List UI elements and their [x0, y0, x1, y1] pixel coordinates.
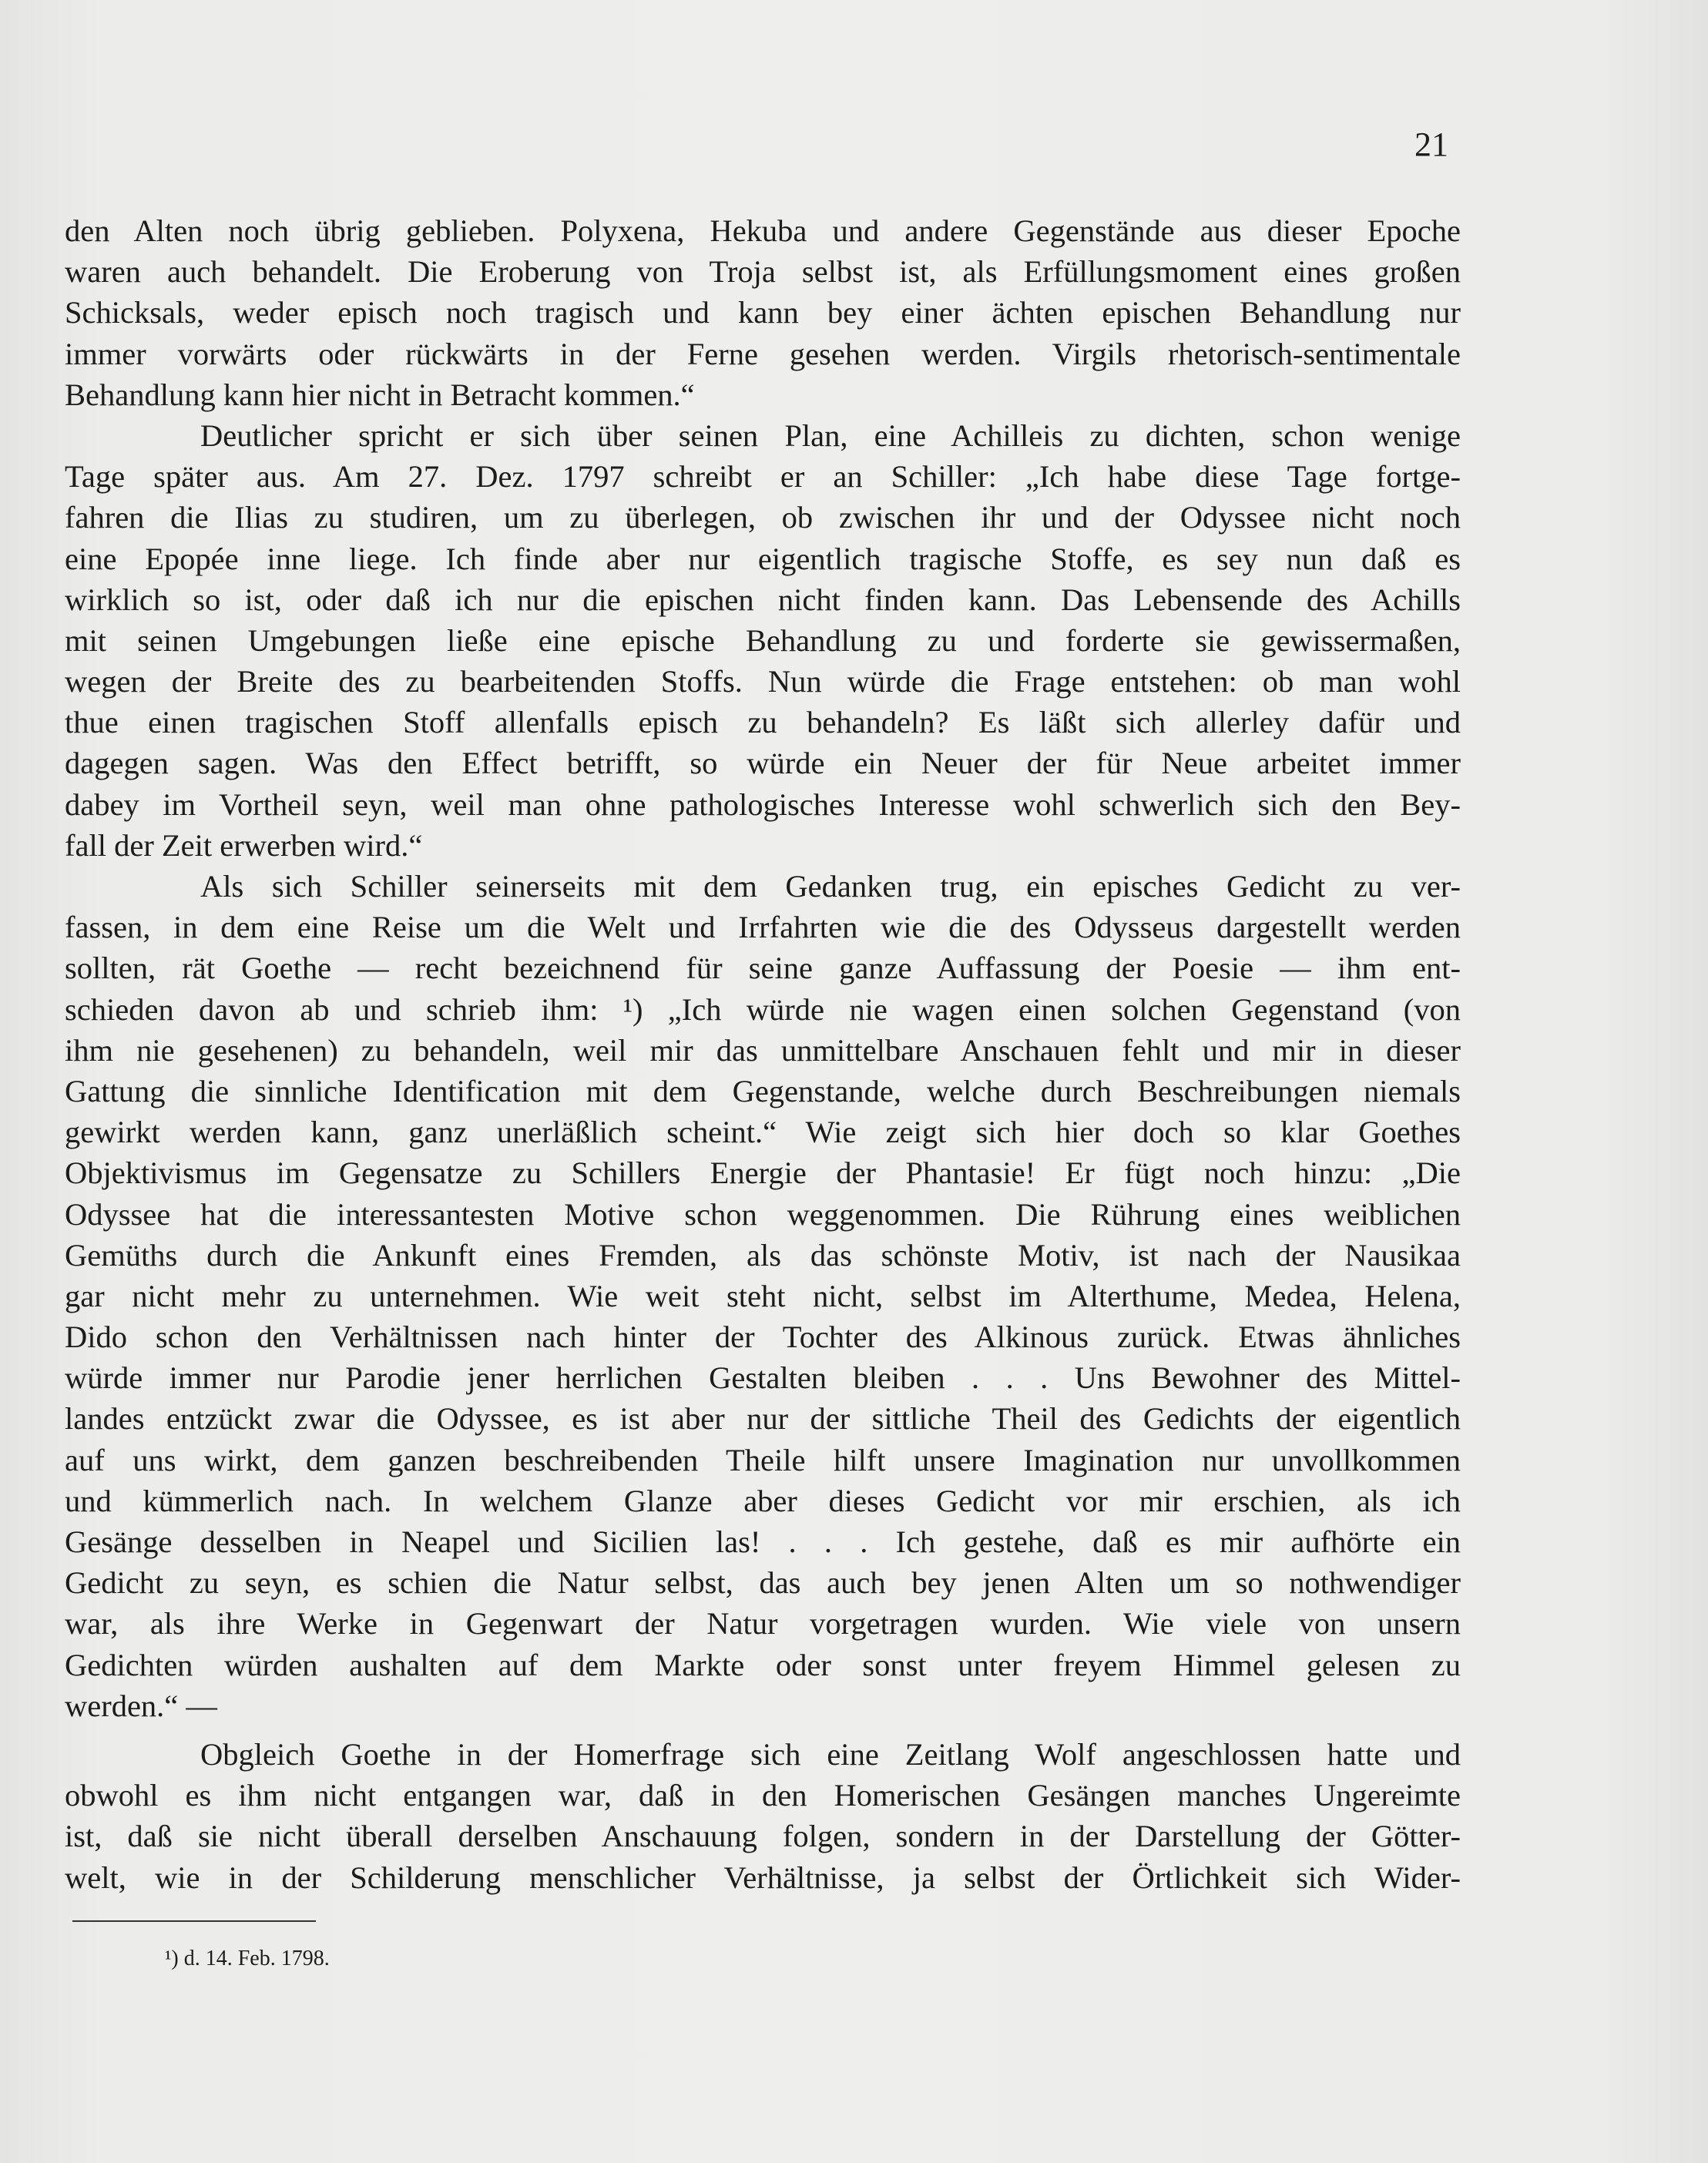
text-line: mit seinen Umgebungen ließe eine epische Behandlung zu und forderte sie gewissermaßen,	[65, 622, 1461, 658]
text-line: dabey im Vortheil seyn, weil man ohne pathologisches Interesse wohl schwerlich sich den Bey-	[65, 786, 1461, 822]
footnote-rule	[72, 1920, 316, 1922]
text-line: Gedicht zu seyn, es schien die Natur selbst, das auch bey jenen Alten um so nothwendiger	[65, 1565, 1461, 1601]
text-line: und kümmerlich nach. In welchem Glanze aber dieses Gedicht vor mir erschien, als ich	[65, 1483, 1461, 1518]
text-line: Gesänge desselben in Neapel und Sicilien las! . . . Ich gestehe, daß es mir aufhörte ein	[65, 1524, 1461, 1559]
paragraph	[65, 210, 1461, 415]
text-line: gewirkt werden kann, ganz unerläßlich scheint.“ Wie zeigt sich hier doch so klar Goethes	[65, 1115, 1461, 1150]
text-line: Behandlung kann hier nicht in Betracht kommen.“	[65, 377, 695, 412]
text-line: den Alten noch übrig geblieben. Polyxena, Hekuba und andere Gegenstände aus dieser Epoche	[65, 213, 1461, 248]
text-line: fahren die Ilias zu studiren, um zu überlegen, ob zwischen ihr und der Odyssee nicht noch	[65, 500, 1461, 535]
text-line: auf uns wirkt, dem ganzen beschreibenden Theile hilft unsere Imagination nur unvollkommen	[65, 1442, 1461, 1477]
text-line: werden.“ —	[65, 1688, 217, 1723]
text-line: schieden davon ab und schrieb ihm: ¹) „Ich würde nie wagen einen solchen Gegenstand (von	[65, 991, 1461, 1027]
text-line: gar nicht mehr zu unternehmen. Wie weit steht nicht, selbst im Alterthume, Medea, Helena,	[65, 1278, 1461, 1313]
text-line: Gattung die sinnliche Identification mit dem Gegenstande, welche durch Beschreibungen niemals	[65, 1073, 1461, 1108]
text-line: sollten, rät Goethe — recht bezeichnend für seine ganze Auffassung der Poesie — ihm ent-	[65, 951, 1461, 986]
text-line: Odyssee hat die interessantesten Motive schon weggenommen. Die Rührung eines weiblichen	[65, 1196, 1461, 1232]
text-line: Deutlicher spricht er sich über seinen Plan, eine Achilleis zu dichten, schon wenige	[200, 418, 1461, 453]
text-line: war, als ihre Werke in Gegenwart der Natur vorgetragen wurden. Wie viele von unsern	[65, 1606, 1461, 1642]
text-line: thue einen tragischen Stoff allenfalls episch zu behandeln? Es läßt sich allerley dafür und	[65, 705, 1461, 740]
body-text	[65, 210, 1461, 1898]
text-line: dagegen sagen. Was den Effect betrifft, so würde ein Neuer der für Neue arbeitet immer	[65, 746, 1461, 781]
text-line: fassen, in dem eine Reise um die Welt und Irrfahrten wie die des Odysseus dargestellt werden	[65, 910, 1461, 945]
text-line: obwohl es ihm nicht entgangen war, daß in den Homerischen Gesängen manches Ungereimte	[65, 1778, 1461, 1813]
page-number: 21	[1414, 126, 1448, 163]
text-line: wirklich so ist, oder daß ich nur die epischen nicht finden kann. Das Lebensende des Achills	[65, 582, 1461, 617]
text-line: Gemüths durch die Ankunft eines Fremden, als das schönste Motiv, ist nach der Nausikaa	[65, 1237, 1461, 1273]
text-line: Als sich Schiller seinerseits mit dem Gedanken trug, ein episches Gedicht zu ver-	[200, 869, 1461, 904]
text-line: wegen der Breite des zu bearbeitenden Stoffs. Nun würde die Frage entstehen: ob man wohl	[65, 664, 1461, 699]
text-line: Dido schon den Verhältnissen nach hinter der Tochter des Alkinous zurück. Etwas ähnliches	[65, 1320, 1461, 1355]
text-line: eine Epopée inne liege. Ich finde aber nur eigentlich tragische Stoffe, es sey nun daß es	[65, 541, 1461, 576]
paragraph	[65, 866, 1461, 1726]
text-line: landes entzückt zwar die Odyssee, es ist aber nur der sittliche Theil des Gedichts der eigentlich	[65, 1401, 1461, 1437]
text-line: würde immer nur Parodie jener herrlichen Gestalten bleiben . . . Uns Bewohner des Mittel-	[65, 1360, 1461, 1396]
text-line: Gedichten würden aushalten auf dem Markte oder sonst unter freyem Himmel gelesen zu	[65, 1647, 1461, 1682]
paragraph	[65, 415, 1461, 866]
text-line: Objektivismus im Gegensatze zu Schillers Energie der Phantasie! Er fügt noch hinzu: „Die	[65, 1155, 1461, 1191]
footnote: ¹) d. 14. Feb. 1798.	[165, 1947, 330, 1970]
text-line: waren auch behandelt. Die Eroberung von Troja selbst ist, als Erfüllungsmoment eines großen	[65, 254, 1461, 290]
text-line: ist, daß sie nicht überall derselben Anschauung folgen, sondern in der Darstellung der Götter-	[65, 1819, 1461, 1854]
text-line: Obgleich Goethe in der Homerfrage sich eine Zeitlang Wolf angeschlossen hatte und	[200, 1736, 1461, 1772]
paragraph	[65, 1734, 1461, 1898]
paragraph-gap	[65, 1726, 1461, 1734]
text-line: fall der Zeit erwerben wird.“	[65, 827, 423, 863]
text-line: Tage später aus. Am 27. Dez. 1797 schreibt er an Schiller: „Ich habe diese Tage fortge-	[65, 459, 1461, 495]
text-line: welt, wie in der Schilderung menschlicher Verhältnisse, ja selbst der Örtlichkeit sich Wider-	[65, 1860, 1461, 1895]
text-line: ihm nie gesehenen) zu behandeln, weil mir das unmittelbare Anschauen fehlt und mir in dieser	[65, 1032, 1461, 1068]
text-line: Schicksals, weder episch noch tragisch und kann bey einer ächten epischen Behandlung nur	[65, 295, 1461, 330]
text-line: immer vorwärts oder rückwärts in der Ferne gesehen werden. Virgils rhetorisch-sentimentale	[65, 336, 1461, 371]
